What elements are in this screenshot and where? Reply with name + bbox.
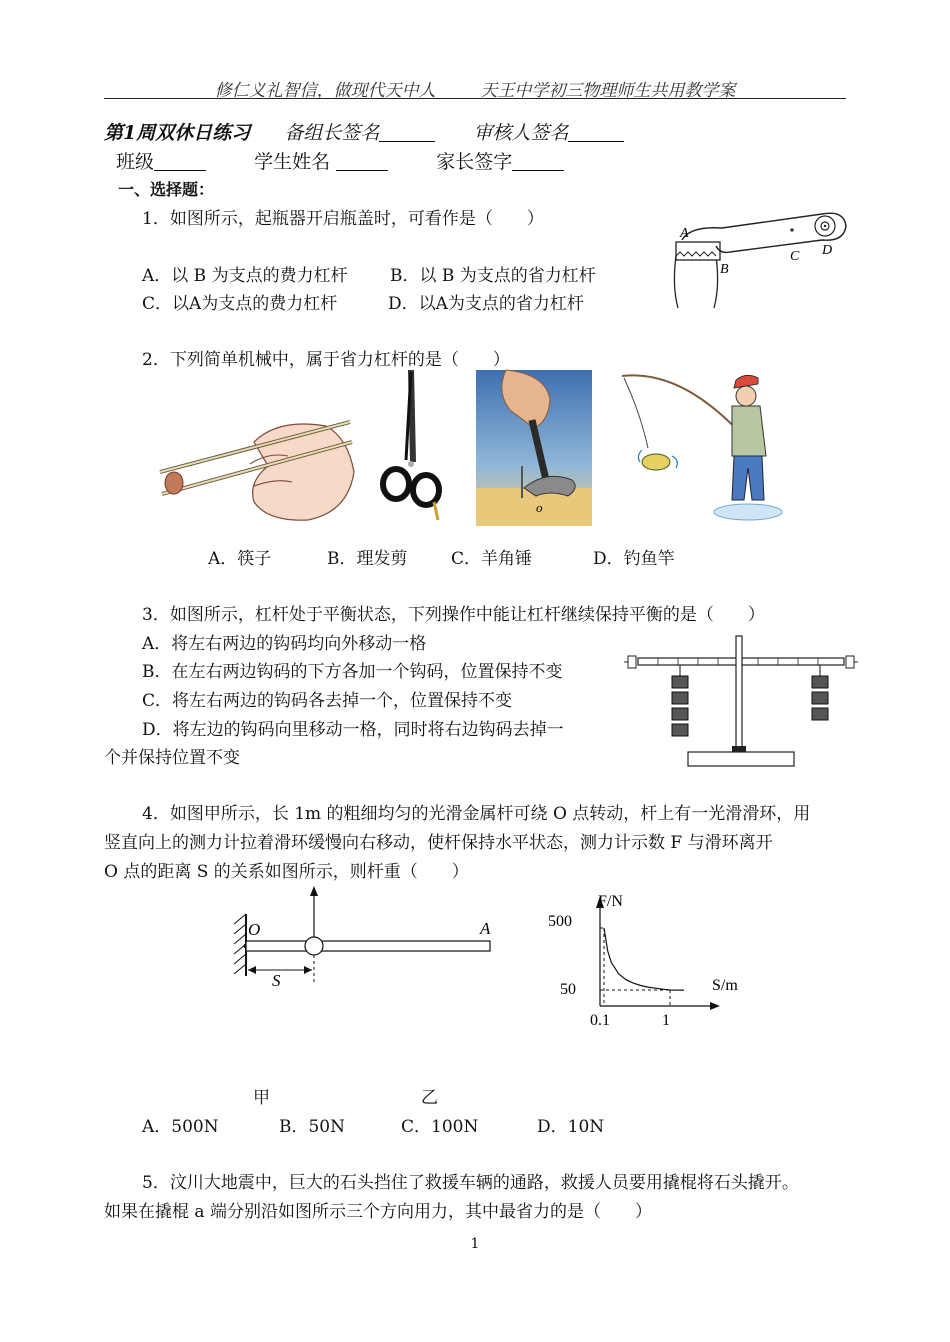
q1-option-c[interactable]: C．以A为支点的费力杠杆 (142, 294, 338, 314)
header-school: 天王中学初三物理师生共用教学案 (480, 81, 736, 101)
page-number: 1 (470, 1236, 480, 1252)
q4-option-d[interactable]: D．10N (537, 1117, 605, 1137)
parent-sign-label: 家长签字 (436, 151, 513, 173)
lever-balance-figure (624, 628, 858, 770)
section-heading: 一、选择题： (118, 180, 215, 199)
q1-stem: 1．如图所示，起瓶器开启瓶盖时，可看作是（ ） (142, 209, 544, 229)
q3-option-d-line1[interactable]: D．将左边的钩码向里移动一格，同时将右边钩码去掉一 (142, 720, 564, 740)
q4-stem-line3: O 点的距离 S 的关系如图所示，则杆重（ ） (104, 862, 469, 882)
chart-y-tick-500: 500 (548, 913, 572, 930)
q5-stem-line1: 5．汶川大地震中，巨大的石头挡住了救援车辆的通路，救援人员要用撬棍将石头撬开。 (142, 1173, 799, 1193)
title-line (104, 118, 624, 145)
q3-option-a[interactable]: A．将左右两边的钩码均向外移动一格 (142, 634, 427, 654)
claw-hammer-image (476, 370, 592, 526)
leader-sign-blank[interactable] (379, 123, 435, 142)
q3-option-d-line2[interactable]: 个并保持位置不变 (104, 748, 240, 768)
parent-sign-blank[interactable] (512, 152, 564, 171)
chart-y-label: F/N (598, 893, 623, 910)
bottle-opener-figure (662, 206, 852, 310)
q3-stem: 3．如图所示，杠杆处于平衡状态，下列操作中能让杠杆继续保持平衡的是（ ） (142, 605, 765, 625)
figure-caption-jia: 甲 (253, 1088, 270, 1108)
chart-axes (596, 896, 720, 1010)
q1-fig-label-c: C (790, 249, 800, 264)
rod-diagram-jia (226, 884, 506, 992)
q3-option-b[interactable]: B．在左右两边钩码的下方各加一个钩码，位置保持不变 (142, 662, 563, 682)
q4-option-c[interactable]: C．100N (401, 1117, 479, 1137)
header-motto: 修仁义礼智信，做现代天中人 (214, 81, 436, 101)
student-name-label: 学生姓名 (254, 151, 331, 173)
hammer-pivot-label: o (536, 500, 543, 515)
force-distance-chart (540, 884, 780, 1034)
q4-stem-line1: 4．如图甲所示，长 1m 的粗细均匀的光滑金属杆可绕 O 点转动，杆上有一光滑滑环，用 (142, 804, 811, 824)
q4-stem-line2: 竖直向上的测力计拉着滑环缓慢向右移动，使杆保持水平状态，测力计示数 F 与滑环离开 (104, 833, 773, 853)
q4-option-a[interactable]: A．500N (142, 1117, 219, 1137)
rod-label-o: O (248, 920, 261, 939)
q3-option-c[interactable]: C．将左右两边的钩码各去掉一个，位置保持不变 (142, 691, 513, 711)
info-line (116, 147, 564, 174)
chart-y-tick-50: 50 (560, 981, 576, 998)
q1-fig-label-d: D (822, 243, 833, 258)
header-rule (104, 98, 846, 99)
q1-fig-label-a: A (680, 226, 689, 241)
rod-label-s: S (272, 971, 281, 990)
chart-x-tick-1: 1 (662, 1012, 670, 1029)
q2-option-d[interactable]: D．钓鱼竿 (593, 549, 675, 569)
q1-option-d[interactable]: D．以A为支点的省力杠杆 (388, 294, 584, 314)
force-curve (604, 928, 684, 990)
q2-option-c[interactable]: C．羊角锤 (451, 549, 533, 569)
reviewer-sign-blank[interactable] (568, 123, 624, 142)
q4-option-b[interactable]: B．50N (279, 1117, 345, 1137)
leader-sign-label: 备组长签名 (284, 122, 380, 144)
q1-option-a[interactable]: A．以 B 为支点的费力杠杆 (142, 266, 348, 286)
q1-option-b[interactable]: B．以 B 为支点的省力杠杆 (390, 266, 596, 286)
rod-label-a: A (480, 919, 491, 938)
q1-fig-label-b: B (720, 262, 729, 277)
class-blank[interactable] (154, 152, 206, 171)
worksheet-title: 第1周双休日练习 (104, 122, 251, 144)
reviewer-sign-label: 审核人签名 (473, 122, 569, 144)
q5-stem-line2: 如果在撬棍 a 端分别沿如图所示三个方向用力，其中最省力的是（ ） (104, 1202, 652, 1222)
figure-caption-yi: 乙 (421, 1088, 438, 1108)
chopsticks-image (158, 412, 356, 526)
class-label: 班级 (116, 151, 155, 173)
q2-option-b[interactable]: B．理发剪 (327, 549, 408, 569)
chart-x-tick-0-1: 0.1 (590, 1012, 610, 1029)
chart-x-label: S/m (712, 977, 738, 994)
fishing-rod-image (620, 372, 780, 526)
student-name-blank[interactable] (336, 152, 388, 171)
q2-stem: 2．下列简单机械中，属于省力杠杆的是（ ） (142, 350, 510, 370)
q2-option-a[interactable]: A．筷子 (208, 549, 272, 569)
scissors-image (378, 370, 444, 526)
